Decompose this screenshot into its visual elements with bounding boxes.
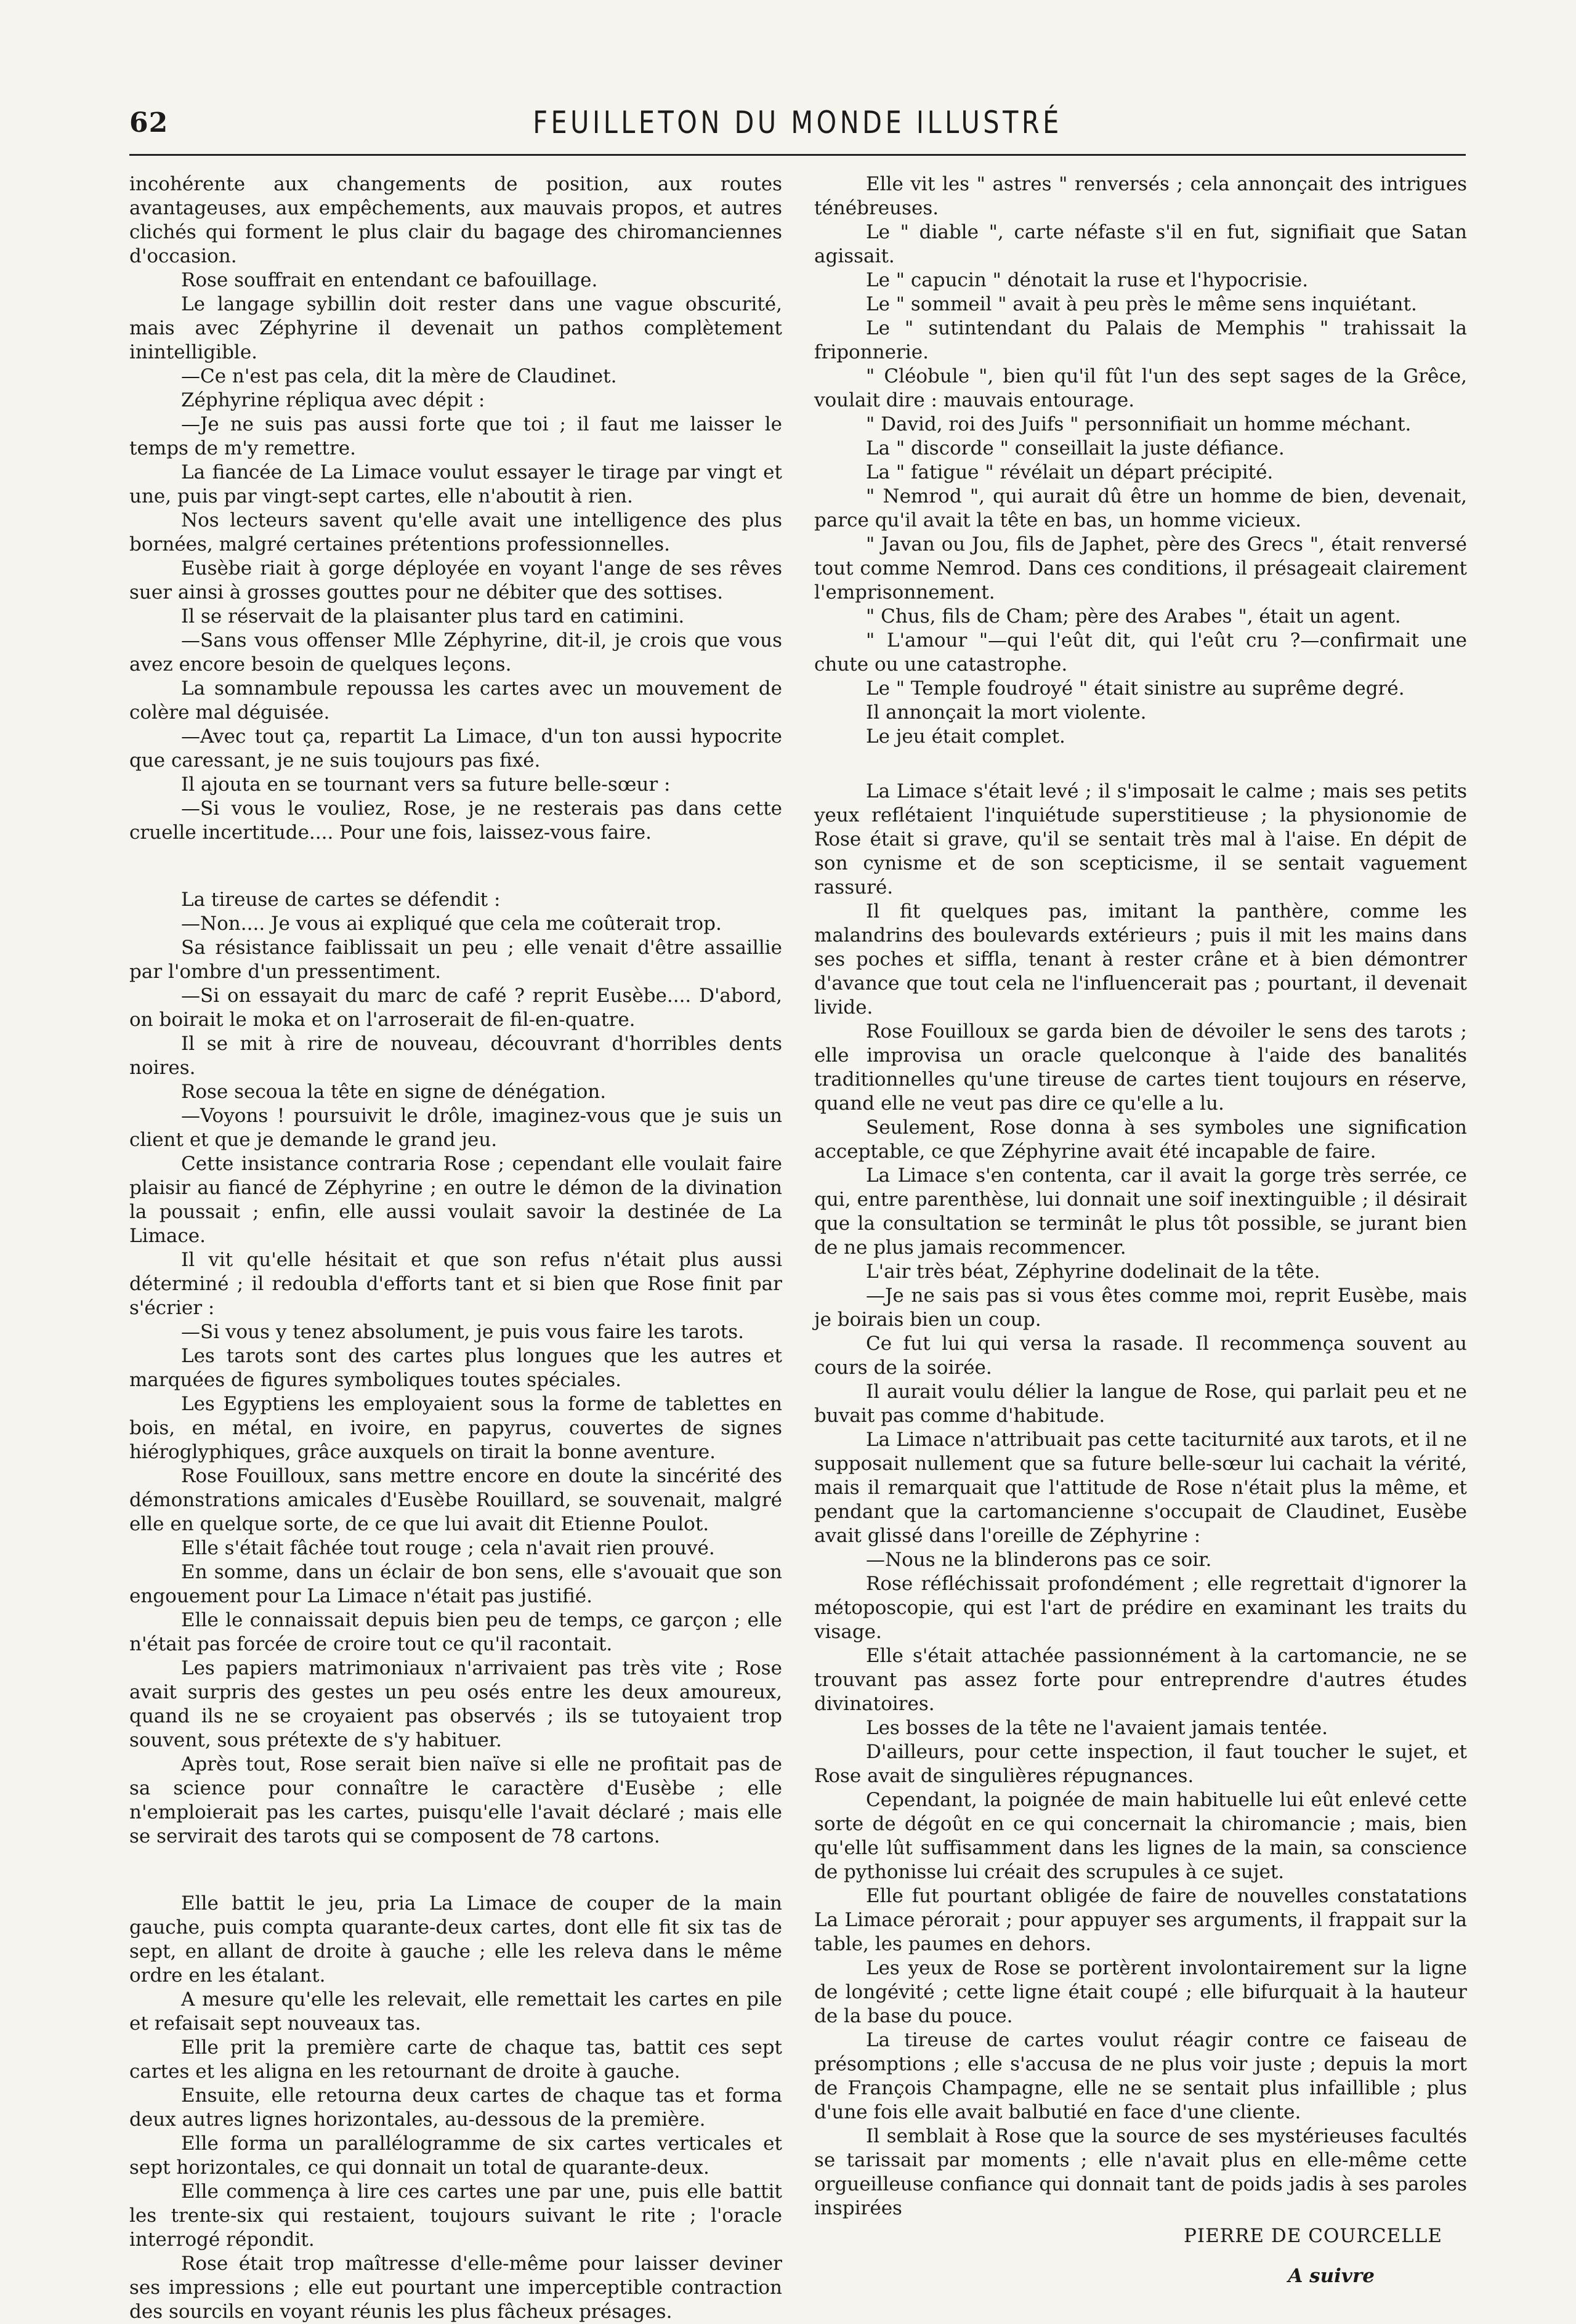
paragraph: Les yeux de Rose se portèrent involontairement sur la ligne de longévité ; cette ligne était coupé ; elle bifurquait à la hauteur de la base du pouce. (814, 1957, 1467, 2027)
paragraph: Le " sutintendant du Palais de Memphis " trahissait la friponnerie. (814, 317, 1467, 363)
paragraph: Ce fut lui qui versa la rasade. Il recommença souvent au cours de la soirée. (814, 1333, 1467, 1379)
paragraph: Il vit qu'elle hésitait et que son refus n'était plus aussi déterminé ; il redoubla d'efforts tant et si bien que Rose finit par s'écrier : (129, 1249, 782, 1319)
paragraph: A mesure qu'elle les relevait, elle remettait les cartes en pile et refaisait sept nouveaux tas. (129, 1988, 782, 2035)
paragraph: Elle fut pourtant obligée de faire de nouvelles constatations La Limace pérorait ; pour appuyer ses arguments, il frappait sur la table, les paumes en dehors. (814, 1885, 1467, 1955)
paragraph: Elle le connaissait depuis bien peu de temps, ce garçon ; elle n'était pas forcée de croire tout ce qu'il racontait. (129, 1609, 782, 1655)
paragraph: —Si vous y tenez absolument, je puis vous faire les tarots. (181, 1321, 744, 1343)
paragraph: Il aurait voulu délier la langue de Rose, qui parlait peu et ne buvait pas comme d'habitude. (814, 1381, 1467, 1427)
header-rule (129, 154, 1466, 156)
paragraph: Rose était trop maîtresse d'elle-même pour laisser deviner ses impressions ; elle eut pourtant une imperceptible contraction des sourcils en voyant réunis les plus fâcheux présages. (129, 2253, 782, 2323)
section-break (129, 1849, 782, 1892)
paragraph: La " discorde " conseillait la juste défiance. (866, 437, 1285, 459)
paragraph: La " fatigue " révélait un départ précipité. (866, 461, 1274, 483)
paragraph: —Ce n'est pas cela, dit la mère de Claudinet. (181, 365, 617, 387)
right-column (814, 172, 1467, 2288)
paragraph: Eusèbe riait à gorge déployée en voyant l'ange de ses rêves suer ainsi à grosses gouttes pour ne débiter que des sottises. (129, 557, 782, 603)
paragraph: Elle s'était fâchée tout rouge ; cela n'avait rien prouvé. (181, 1537, 715, 1559)
paragraph: Les tarots sont des cartes plus longues que les autres et marquées de figures symboliques toutes spéciales. (129, 1345, 782, 1391)
paragraph: Rose Fouilloux, sans mettre encore en doute la sincérité des démonstrations amicales d'Eusèbe Rouillard, se souvenait, malgré elle en quelque sorte, de ce que lui avait dit Etienne Poulot. (129, 1465, 782, 1535)
paragraph: La tireuse de cartes voulut réagir contre ce faiseau de présomptions ; elle s'accusa de ne plus voir juste ; depuis la mort de François Champagne, elle ne se sentait plus infaillible ; plus d'une fois elle avait balbutié en face d'une cliente. (814, 2029, 1467, 2123)
paragraph: La tireuse de cartes se défendit : (181, 889, 501, 911)
paragraph: " Nemrod ", qui aurait dû être un homme de bien, devenait, parce qu'il avait la tête en bas, un homme vicieux. (814, 485, 1467, 531)
author-signature: PIERRE DE COURCELLE (1184, 2225, 1442, 2247)
paragraph: Elle forma un parallélogramme de six cartes verticales et sept horizontales, ce qui donnait un total de quarante-deux. (129, 2132, 782, 2179)
paragraph: —Je ne suis pas aussi forte que toi ; il faut me laisser le temps de m'y remettre. (129, 413, 782, 459)
paragraph: Elle vit les " astres " renversés ; cela annonçait des intrigues ténébreuses. (814, 173, 1467, 219)
paragraph: Il semblait à Rose que la source de ses mystérieuses facultés se tarissait par moments ; elle n'avait plus en elle-même cette orgueilleuse confiance qui donnait tant de poids jadis à ses paroles inspirées (814, 2125, 1467, 2219)
paragraph: " L'amour "—qui l'eût dit, qui l'eût cru ?—confirmait une chute ou une catastrophe. (814, 629, 1467, 676)
paragraph: La fiancée de La Limace voulut essayer le tirage par vingt et une, puis par vingt-sept cartes, elle n'aboutit à rien. (129, 461, 782, 507)
paragraph: Le " sommeil " avait à peu près le même sens inquiétant. (866, 293, 1417, 315)
to-be-continued: A suivre (1288, 2265, 1375, 2287)
paragraph: incohérente aux changements de position, aux routes avantageuses, aux empêchements, aux mauvais propos, et autres clichés qui forment le plus clair du bagage des chiromanciennes d'occasion. (129, 173, 782, 267)
section-break (814, 749, 1467, 780)
paragraph: Cependant, la poignée de main habituelle lui eût enlevé cette sorte de dégoût en ce qui concernait la chiromancie ; mais, bien qu'elle lût suffisamment dans les lignes de la main, sa conscience de pythonisse lui créait des scrupules à ce sujet. (814, 1789, 1467, 1883)
paragraph: —Voyons ! poursuivit le drôle, imaginez-vous que je suis un client et que je demande le grand jeu. (129, 1105, 782, 1151)
paragraph: Elle battit le jeu, pria La Limace de couper de la main gauche, puis compta quarante-deux cartes, dont elle fit six tas de sept, en allant de droite à gauche ; elle les releva dans le même ordre en les étalant. (129, 1892, 782, 1987)
paragraph: Les Egyptiens les employaient sous la forme de tablettes en bois, en métal, en ivoire, en papyrus, couvertes de signes hiéroglyphiques, grâce auxquels on tirait la bonne aventure. (129, 1393, 782, 1463)
paragraph: —Nous ne la blinderons pas ce soir. (866, 1549, 1212, 1571)
paragraph: Ensuite, elle retourna deux cartes de chaque tas et forma deux autres lignes horizontales, au-dessous de la première. (129, 2084, 782, 2131)
paragraph: L'air très béat, Zéphyrine dodelinait de la tête. (866, 1261, 1320, 1283)
paragraph: Elle prit la première carte de chaque tas, battit ces sept cartes et les aligna en les retournant de droite à gauche. (129, 2036, 782, 2083)
paragraph: Elle commença à lire ces cartes une par une, puis elle battit les trente-six qui restaient, toujours suivant le rite ; l'oracle interrogé répondit. (129, 2181, 782, 2251)
page-number: 62 (129, 107, 169, 139)
paragraph: Le " capucin " dénotait la ruse et l'hypocrisie. (866, 269, 1309, 291)
paragraph: Sa résistance faiblissait un peu ; elle venait d'être assaillie par l'ombre d'un pressentiment. (129, 937, 782, 983)
paragraph: Il se réservait de la plaisanter plus tard en catimini. (181, 605, 685, 627)
paragraph: Les bosses de la tête ne l'avaient jamais tentée. (866, 1717, 1328, 1739)
paragraph: Le " diable ", carte néfaste s'il en fut, signifiait que Satan agissait. (814, 221, 1467, 267)
paragraph: Le langage sybillin doit rester dans une vague obscurité, mais avec Zéphyrine il devenait un pathos complètement inintelligible. (129, 293, 782, 363)
paragraph: " Javan ou Jou, fils de Japhet, père des Grecs ", était renversé tout comme Nemrod. Dans ces conditions, il présageait clairement l'emprisonnement. (814, 533, 1467, 603)
paragraph: —Sans vous offenser Mlle Zéphyrine, dit-il, je crois que vous avez encore besoin de quelques leçons. (129, 629, 782, 676)
paragraph: Le " Temple foudroyé " était sinistre au suprême degré. (866, 677, 1405, 700)
paragraph: —Non.... Je vous ai expliqué que cela me coûterait trop. (181, 913, 722, 935)
paragraph: Il ajouta en se tournant vers sa future belle-sœur : (181, 773, 671, 796)
paragraph: La somnambule repoussa les cartes avec un mouvement de colère mal déguisée. (129, 677, 782, 724)
paragraph: " Cléobule ", bien qu'il fût l'un des sept sages de la Grêce, voulait dire : mauvais entourage. (814, 365, 1467, 411)
paragraph: La Limace s'était levé ; il s'imposait le calme ; mais ses petits yeux reflétaient l'inquiétude superstitieuse ; la physionomie de Rose était si grave, qu'il se sentait très mal à l'aise. En dépit de son cynisme et de son scepticisme, il se sentait vaguement rassuré. (814, 780, 1467, 898)
paragraph: Rose réfléchissait profondément ; elle regrettait d'ignorer la métoposcopie, qui est l'art de prédire en examinant les traits du visage. (814, 1573, 1467, 1643)
paragraph: La Limace n'attribuait pas cette taciturnité aux tarots, et il ne supposait nullement que sa future belle-sœur lui cachait la vérité, mais il remarquait que l'attitude de Rose n'était plus la même, et pendant que la cartomancienne s'occupait de Claudinet, Eusèbe avait glissé dans l'oreille de Zéphyrine : (814, 1429, 1467, 1547)
paragraph: Rose Fouilloux se garda bien de dévoiler le sens des tarots ; elle improvisa un oracle quelconque à l'aide des banalités traditionnelles qu'une tireuse de cartes tient toujours en réserve, quand elle ne veut pas dire ce qu'elle a lu. (814, 1020, 1467, 1115)
paragraph: Le jeu était complet. (866, 725, 1065, 748)
page-header (129, 105, 1466, 148)
paragraph: Il fit quelques pas, imitant la panthère, comme les malandrins des boulevards extérieurs ; puis il mit les mains dans ses poches et siffla, tenant à rester crâne et à bien démontrer d'avance que tout cela ne l'influencerait pas ; pourtant, il devenait livide. (814, 900, 1467, 1019)
paragraph: Elle s'était attachée passionnément à la cartomancie, ne se trouvant pas assez forte pour entreprendre d'autres études divinatoires. (814, 1645, 1467, 1715)
paragraph: D'ailleurs, pour cette inspection, il faut toucher le sujet, et Rose avait de singulières répugnances. (814, 1741, 1467, 1787)
paragraph: Rose secoua la tête en signe de dénégation. (181, 1081, 607, 1103)
paragraph: " David, roi des Juifs " personnifiait un homme méchant. (866, 413, 1412, 435)
paragraph: Les papiers matrimoniaux n'arrivaient pas très vite ; Rose avait surpris des gestes un peu osés entre les deux amoureux, quand ils ne se croyaient pas observés ; ils se tutoyaient trop souvent, sous prétexte de s'y habituer. (129, 1657, 782, 1751)
paragraph: Après tout, Rose serait bien naïve si elle ne profitait pas de sa science pour connaître le caractère d'Eusèbe ; elle n'emploierait pas les cartes, puisqu'elle l'avait déclaré ; mais elle se servirait des tarots qui se composent de 78 cartons. (129, 1753, 782, 1847)
left-column (129, 172, 782, 2324)
paragraph: —Si vous le vouliez, Rose, je ne resterais pas dans cette cruelle incertitude.... Pour une fois, laissez-vous faire. (129, 797, 782, 844)
paragraph: La Limace s'en contenta, car il avait la gorge très serrée, ce qui, entre parenthèse, lui donnait une soif inextinguible ; il désirait que la consultation se terminât le plus tôt possible, se jurant bien de ne plus jamais recommencer. (814, 1164, 1467, 1259)
paragraph: —Si on essayait du marc de café ? reprit Eusèbe.... D'abord, on boirait le moka et on l'arroserait de fil-en-quatre. (129, 985, 782, 1031)
paragraph: " Chus, fils de Cham; père des Arabes ", était un agent. (866, 605, 1401, 627)
paragraph: Il annonçait la mort violente. (866, 701, 1147, 724)
paragraph: En somme, dans un éclair de bon sens, elle s'avouait que son engouement pour La Limace n'était pas justifié. (129, 1561, 782, 1607)
paragraph: Cette insistance contraria Rose ; cependant elle voulait faire plaisir au fiancé de Zéphyrine ; en outre le démon de la divination la poussait ; enfin, elle aussi voulait savoir la destinée de La Limace. (129, 1153, 782, 1247)
paragraph: Zéphyrine répliqua avec dépit : (181, 389, 485, 411)
section-break (129, 845, 782, 888)
running-title: FEUILLETON DU MONDE ILLUSTRÉ (533, 105, 1062, 140)
paragraph: —Je ne sais pas si vous êtes comme moi, reprit Eusèbe, mais je boirais bien un coup. (814, 1285, 1467, 1331)
paragraph: Il se mit à rire de nouveau, découvrant d'horribles dents noires. (129, 1033, 782, 1079)
paragraph: —Avec tout ça, repartit La Limace, d'un ton aussi hypocrite que caressant, je ne suis toujours pas fixé. (129, 725, 782, 772)
paragraph: Rose souffrait en entendant ce bafouillage. (181, 269, 598, 291)
paragraph: Seulement, Rose donna à ses symboles une signification acceptable, ce que Zéphyrine avait été incapable de faire. (814, 1116, 1467, 1163)
paragraph: Nos lecteurs savent qu'elle avait une intelligence des plus bornées, malgré certaines prétentions professionnelles. (129, 509, 782, 555)
